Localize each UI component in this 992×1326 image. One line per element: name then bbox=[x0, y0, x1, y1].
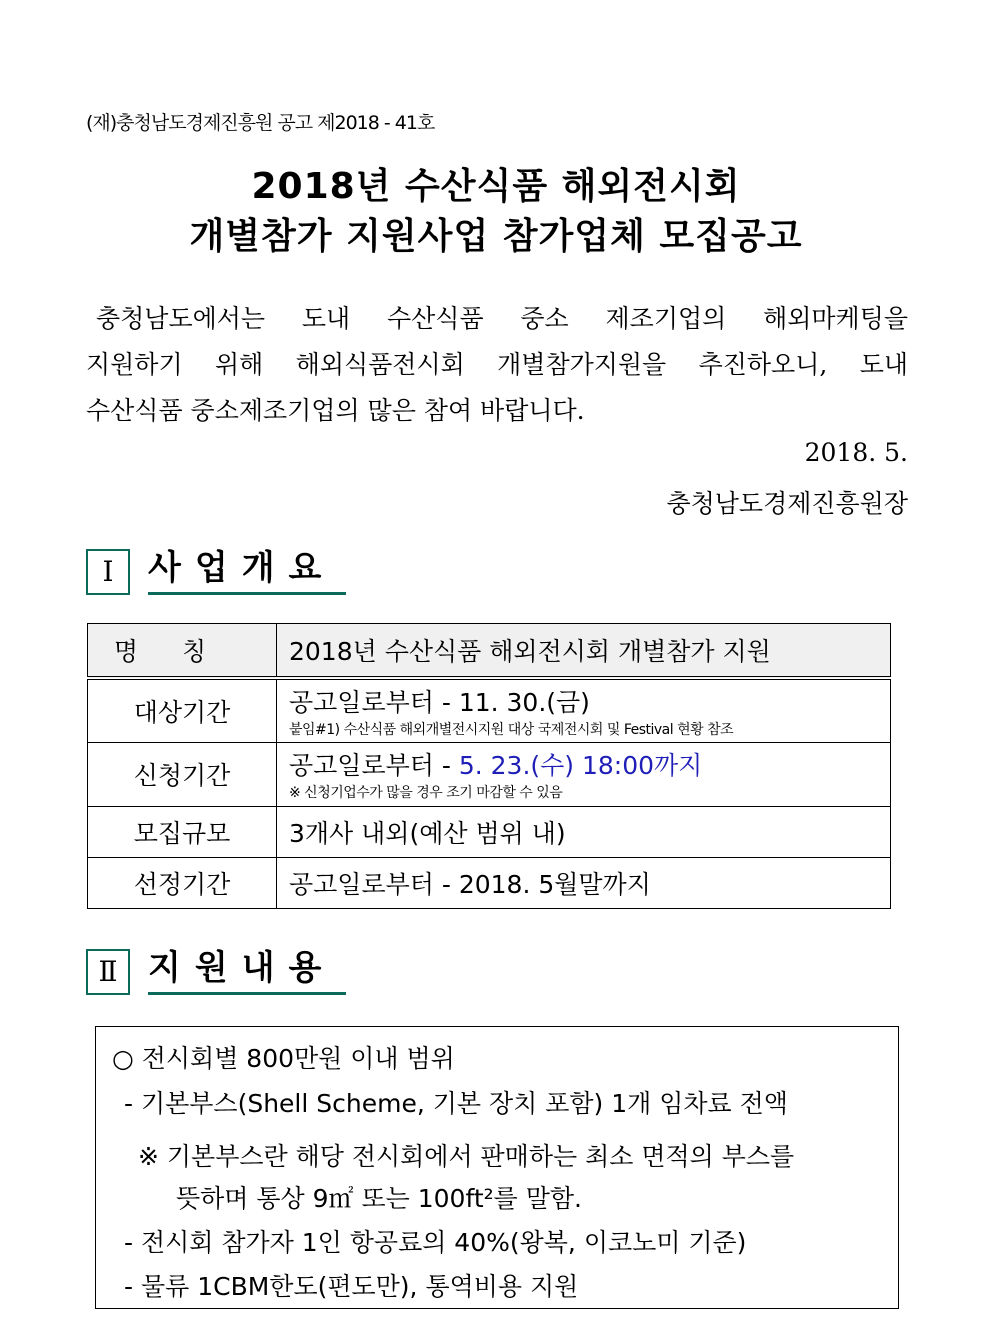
row-value-text: 공고일로부터 - 2018. 5월말까지 bbox=[289, 869, 651, 899]
section1-title: 사업개요 bbox=[148, 547, 346, 595]
table-row bbox=[88, 742, 891, 806]
intro-line: 수산식품 중소제조기업의 많은 참여 바랍니다. bbox=[86, 396, 585, 425]
table-row bbox=[88, 857, 891, 908]
support-details-box bbox=[95, 1026, 899, 1309]
support-item: - 기본부스(Shell Scheme, 기본 장치 포함) 1개 임차료 전액 bbox=[124, 1089, 788, 1118]
section2-number: Ⅱ bbox=[86, 949, 130, 995]
notice-number: (재)충청남도경제진흥원 공고 제2018 - 41호 bbox=[86, 112, 435, 134]
row-value-text bbox=[289, 746, 890, 782]
table-row bbox=[88, 624, 891, 679]
row-value bbox=[277, 742, 891, 806]
issuer-signature: 충청남도경제진흥원장 bbox=[666, 489, 908, 518]
row-note: ※ 신청기업수가 많을 경우 조기 마감할 수 있음 bbox=[289, 785, 563, 801]
table-row bbox=[88, 806, 891, 857]
page-title-line2: 개별참가 지원사업 참가업체 모집공고 bbox=[189, 216, 803, 257]
row-value-text: 2018년 수산식품 해외전시회 개별참가 지원 bbox=[289, 637, 771, 666]
row-label: 선정기간 bbox=[88, 857, 277, 908]
row-note: 붙임#1) 수산식품 해외개별전시지원 대상 국제전시회 및 Festival 현황 참조 bbox=[289, 721, 734, 738]
row-label: 신청기간 bbox=[88, 742, 277, 806]
intro-paragraph bbox=[86, 296, 908, 434]
row-value-text: 3개사 내외(예산 범위 내) bbox=[289, 818, 566, 848]
section2-title: 지원내용 bbox=[148, 947, 346, 995]
overview-table bbox=[87, 623, 891, 909]
intro-line: 지원하기 위해 해외식품전시회 개별참가지원을 추진하오니, 도내 bbox=[86, 350, 908, 379]
row-value bbox=[277, 678, 891, 742]
support-item: - 물류 1CBM한도(편도만), 통역비용 지원 bbox=[124, 1272, 579, 1301]
deadline-highlight: 5. 23.(수) 18:00까지 bbox=[458, 751, 703, 780]
row-label: 대상기간 bbox=[88, 678, 277, 742]
row-label: 명칭 bbox=[88, 624, 277, 679]
row-value bbox=[277, 806, 891, 857]
table-row bbox=[88, 678, 891, 742]
intro-line: 충청남도에서는 도내 수산식품 중소 제조기업의 해외마케팅을 bbox=[96, 304, 908, 333]
row-value bbox=[277, 857, 891, 908]
page-title-line1: 2018년 수산식품 해외전시회 bbox=[251, 166, 741, 207]
support-note: 뜻하며 통상 9㎡ 또는 100ft²를 말함. bbox=[176, 1184, 582, 1213]
row-value-prefix: 공고일로부터 - bbox=[289, 751, 459, 780]
notice-date: 2018. 5. bbox=[804, 438, 908, 467]
row-value bbox=[277, 624, 891, 679]
support-note: ※ 기본부스란 해당 전시회에서 판매하는 최소 면적의 부스를 bbox=[138, 1142, 795, 1171]
section1-number: Ⅰ bbox=[86, 549, 130, 595]
support-item: ○ 전시회별 800만원 이내 범위 bbox=[112, 1044, 455, 1073]
support-item: - 전시회 참가자 1인 항공료의 40%(왕복, 이코노미 기준) bbox=[124, 1228, 747, 1257]
row-value-text: 공고일로부터 - 11. 30.(금) bbox=[289, 687, 590, 717]
row-label: 모집규모 bbox=[88, 806, 277, 857]
